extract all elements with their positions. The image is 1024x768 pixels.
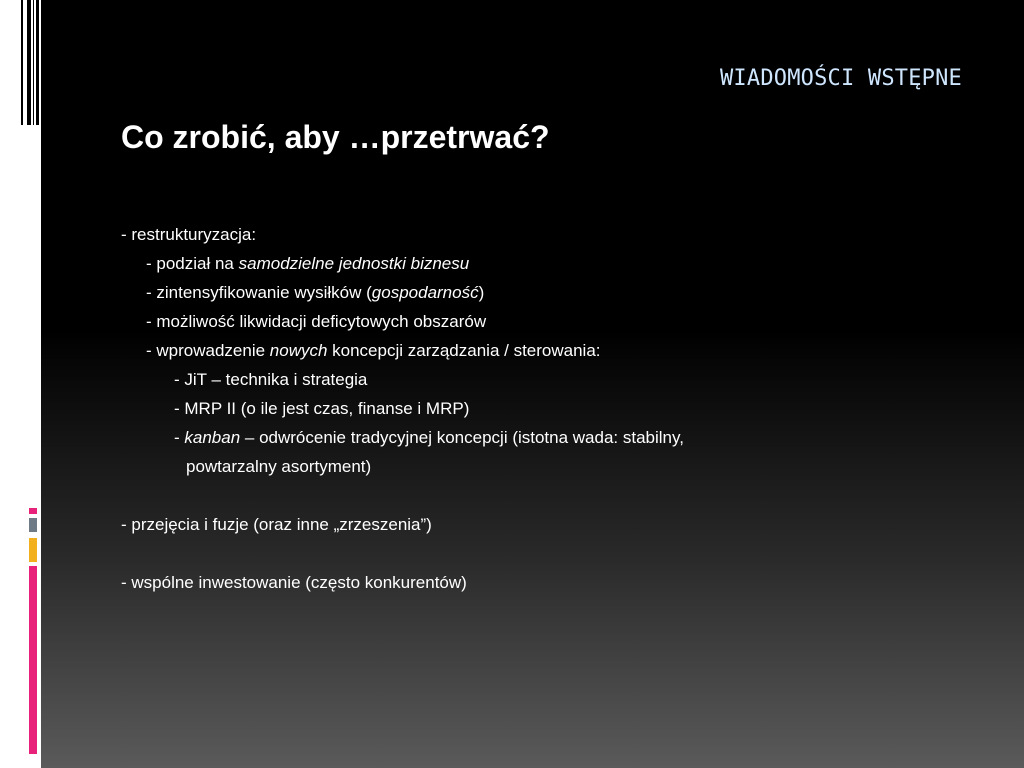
- section-header: WIADOMOŚCI WSTĘPNE: [719, 66, 962, 91]
- left-side-panel: [0, 0, 41, 768]
- list-item: - wprowadzenie nowych koncepcji zarządzania / sterowania:: [146, 341, 601, 360]
- spacer: [121, 484, 684, 513]
- list-item: - restrukturyzacja:: [121, 225, 257, 244]
- decorative-color-bars: [27, 0, 41, 768]
- list-item: - kanban – odwrócenie tradycyjnej koncepcji (istotna wada: stabilny,: [174, 428, 684, 447]
- spacer: [121, 542, 684, 571]
- list-item: - podział na samodzielne jednostki biznesu: [146, 254, 470, 273]
- list-item: - MRP II (o ile jest czas, finanse i MRP): [174, 399, 470, 418]
- accent-bar-yellow: [29, 538, 37, 562]
- slide-title: Co zrobić, aby …przetrwać?: [121, 119, 550, 155]
- list-item: - zintensyfikowanie wysiłków (gospodarność): [146, 283, 485, 302]
- list-item: - JiT – technika i strategia: [174, 370, 368, 389]
- list-item: - wspólne inwestowanie (często konkurentów): [121, 573, 467, 592]
- list-item: - możliwość likwidacji deficytowych obszarów: [146, 312, 487, 331]
- accent-bar-pink-top: [29, 508, 37, 514]
- accent-bar-pink-long: [29, 566, 37, 754]
- slide-content: [121, 223, 684, 600]
- list-item: - przejęcia i fuzje (oraz inne „zrzeszenia”): [121, 515, 432, 534]
- list-item-continuation: powtarzalny asortyment): [186, 457, 372, 476]
- accent-bar-gray: [29, 518, 37, 532]
